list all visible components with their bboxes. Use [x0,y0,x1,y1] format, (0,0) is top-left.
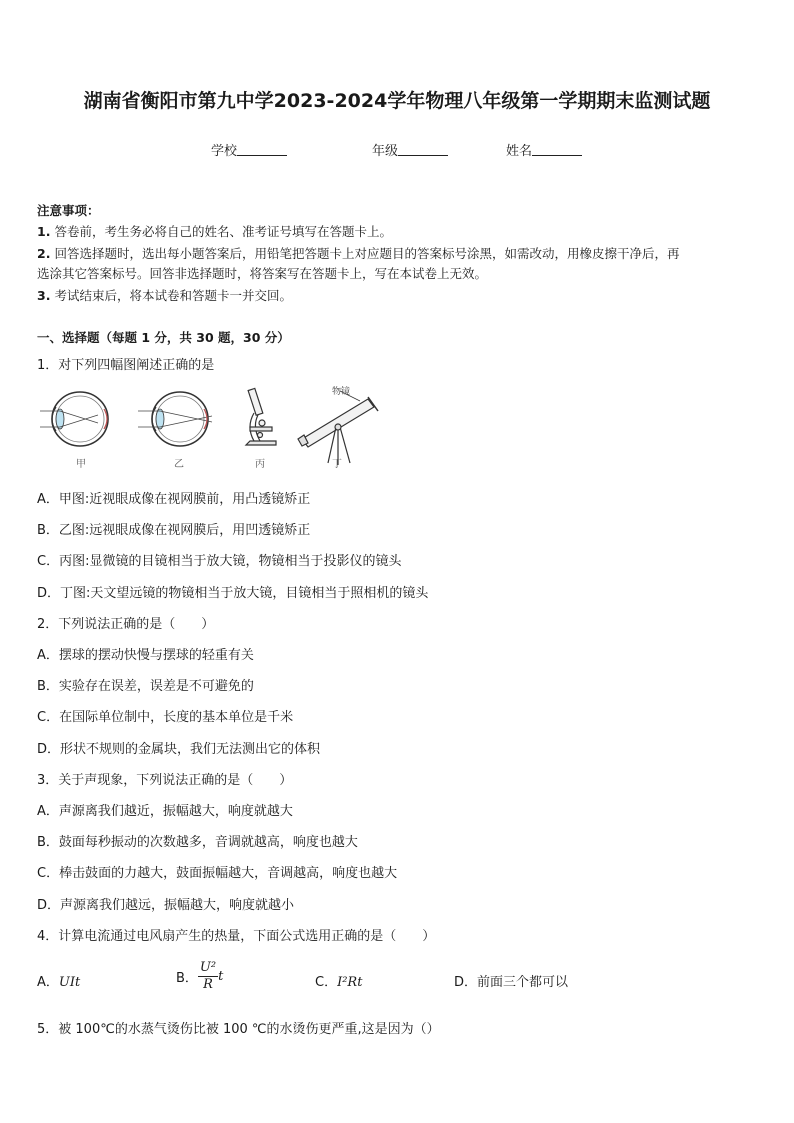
fraction: $\frac{\text{U²}}{R}$ [199,960,217,992]
option: A．摆球的摆动快慢与摆球的轻重有关 [37,648,254,663]
option: C．在国际单位制中，长度的基本单位是千米 [37,710,294,725]
grade-blank [398,143,448,156]
option: B．乙图:远视眼成像在视网膜后，用凹透镜矫正 [37,523,311,538]
option: B．实验存在误差，误差是不可避免的 [37,679,254,694]
question-stem: 2．下列说法正确的是（ ） [37,617,215,632]
question-stem: 1．对下列四幅图阐述正确的是 [37,358,215,373]
section-heading: 一、选择题（每题 1 分，共 30 题，30 分） [37,330,290,345]
name-label: 姓名 [506,144,533,159]
option: C．棒击鼓面的力越大，鼓面振幅越大，音调越高，响度也越大 [37,866,398,881]
grade-field [372,140,448,159]
objective-label: 物镜 [332,387,351,397]
option-c: C．I²Rt [315,975,363,990]
school-blank [237,143,287,156]
question1-figure [40,383,385,473]
notes-heading: 注意事项： [37,203,100,218]
option: C．丙图:显微镜的目镜相当于放大镜，物镜相当于投影仪的镜头 [37,554,402,569]
option: A．声源离我们越近，振幅越大，响度就越大 [37,804,293,819]
grade-label: 年级 [372,144,399,159]
figure-label-jia: 甲 [76,459,86,470]
figure-label-bing: 丙 [255,459,265,470]
microscope-diagram [246,388,276,445]
option-b: B． $\frac{\text{U²}}{R}$ t [176,960,224,992]
page-title: 湖南省衡阳市第九中学2023-2024学年物理八年级第一学期期末监测试题 [83,90,711,112]
option: B．鼓面每秒振动的次数越多，音调就越高，响度也越大 [37,835,358,850]
school-label: 学校 [211,144,238,159]
note-item: 3. 考试结束后，将本试卷和答题卡一并交回。 [37,288,292,303]
option: D．丁图:天文望远镜的物镜相当于放大镜，目镜相当于照相机的镜头 [37,586,429,601]
name-field [506,140,582,159]
note-item: 2. 回答选择题时，选出每小题答案后，用铅笔把答题卡上对应题目的答案标号涂黑，如需改动，用橡皮擦干净后，再 [37,246,680,261]
eye-diagram-yi [138,392,212,446]
telescope-diagram [298,391,378,465]
school-field [211,140,287,159]
question-stem: 5．被 100℃的水蒸气烫伤比被 100 ℃的水烫伤更严重,这是因为（） [37,1022,440,1037]
figure-label-ding: 丁 [332,459,342,470]
option-a: A．UIt [37,975,81,990]
figure-label-yi: 乙 [174,459,184,470]
option: D．声源离我们越远，振幅越大，响度就越小 [37,898,295,913]
note-item: 选涂其它答案标号。回答非选择题时，将答案写在答题卡上，写在本试卷上无效。 [37,266,488,281]
option: A．甲图:近视眼成像在视网膜前，用凸透镜矫正 [37,492,311,507]
name-blank [532,143,582,156]
option: D．形状不规则的金属块，我们无法测出它的体积 [37,742,321,757]
question-stem: 4．计算电流通过电风扇产生的热量，下面公式选用正确的是（ ） [37,929,436,944]
option-d: D．前面三个都可以 [454,975,569,990]
question-stem: 3．关于声现象，下列说法正确的是（ ） [37,773,293,788]
note-item: 1. 答卷前，考生务必将自己的姓名、准考证号填写在答题卡上。 [37,224,392,239]
eye-diagram-jia [40,392,108,446]
